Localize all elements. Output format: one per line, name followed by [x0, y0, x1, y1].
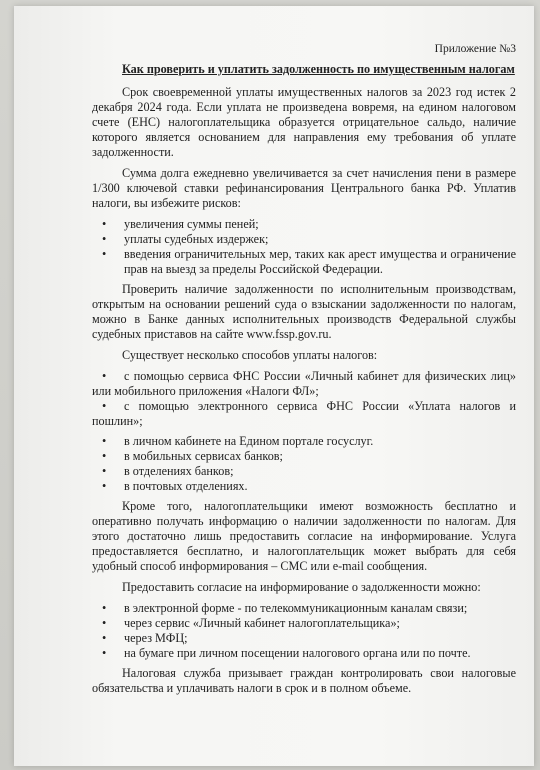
bullet-icon: •: [102, 449, 107, 463]
paragraph-deadline: Срок своевременной уплаты имущественных налогов за 2023 год истек 2 декабря 2024 года. Если уплата не произведена вовремя, на едином налоговом счете (ЕНС) налогоплательщика образуется отрицательное сальдо, наличие которого является основанием для направления ему требования об уплате задолженности.: [92, 85, 516, 159]
list-item: • через сервис «Личный кабинет налогоплательщика»;: [102, 616, 400, 630]
annex-number: Приложение №3: [434, 43, 516, 55]
paragraph-fssp-check: Проверить наличие задолженности по исполнительным производствам, открытым на основании решений суда о взыскании задолженности по налогам, можно в Банке данных исполнительных производств Федеральной службы судебных приставов на сайте www.fssp.gov.ru.: [92, 282, 516, 341]
paper-sheet: [14, 6, 534, 766]
paragraph-notifications: Кроме того, налогоплательщики имеют возможность бесплатно и оперативно получать информацию о наличии задолженности по налогам. Для этого достаточно лишь предоставить согласие на информирование. Услуга предоставляется бесплатно, и налогоплательщик может выбрать для себя удобный способ информирования – СМС или e-mail сообщения.: [92, 499, 516, 573]
list-item: • с помощью сервиса ФНС России «Личный кабинет для физических лиц» или мобильного приложения «Налоги ФЛ»;: [92, 369, 516, 398]
bullet-icon: •: [102, 399, 107, 413]
bullet-icon: •: [102, 601, 107, 615]
bullet-icon: •: [102, 369, 107, 383]
bullet-icon: •: [102, 434, 107, 448]
paragraph-penalty: Сумма долга ежедневно увеличивается за счет начисления пени в размере 1/300 ключевой ставки рефинансирования Центрального банка РФ. Уплатив налоги, вы избежите рисков:: [92, 166, 516, 210]
list-item: • в отделениях банков;: [102, 464, 234, 478]
document-body: [92, 42, 516, 702]
list-item: • через МФЦ;: [102, 631, 188, 645]
document-title: Как проверить и уплатить задолженность по имущественным налогам: [122, 62, 515, 76]
list-item: • с помощью электронного сервиса ФНС России «Уплата налогов и пошлин»;: [92, 399, 516, 428]
bullet-icon: •: [102, 217, 107, 231]
list-item: • в личном кабинете на Едином портале госуслуг.: [102, 434, 374, 448]
list-item: • в электронной форме - по телекоммуникационным каналам связи;: [102, 601, 468, 615]
paragraph-payment-methods: Существует несколько способов уплаты налогов:: [122, 348, 378, 362]
payment-methods-list: [92, 369, 516, 429]
risk-list: [92, 217, 516, 277]
list-item: • на бумаге при личном посещении налогового органа или по почте.: [102, 646, 471, 660]
bullet-icon: •: [102, 247, 107, 261]
paragraph-consent-intro: Предоставить согласие на информирование о задолженности можно:: [122, 580, 481, 594]
list-item: • в почтовых отделениях.: [102, 479, 248, 493]
paragraph-closing: Налоговая служба призывает граждан контролировать свои налоговые обязательства и уплачивать налоги в срок и в полном объеме.: [92, 666, 516, 695]
consent-list: [92, 601, 516, 661]
bullet-icon: •: [102, 464, 107, 478]
list-item: • уплаты судебных издержек;: [102, 232, 269, 246]
bullet-icon: •: [102, 646, 107, 660]
bullet-icon: •: [102, 631, 107, 645]
payment-channels-list: [92, 434, 516, 494]
bullet-icon: •: [102, 232, 107, 246]
list-item: • в мобильных сервисах банков;: [102, 449, 283, 463]
bullet-icon: •: [102, 479, 107, 493]
list-item: • увеличения суммы пеней;: [102, 217, 259, 231]
list-item: • введения ограничительных мер, таких как арест имущества и ограничение прав на выезд за пределы Российской Федерации.: [102, 247, 516, 276]
bullet-icon: •: [102, 616, 107, 630]
